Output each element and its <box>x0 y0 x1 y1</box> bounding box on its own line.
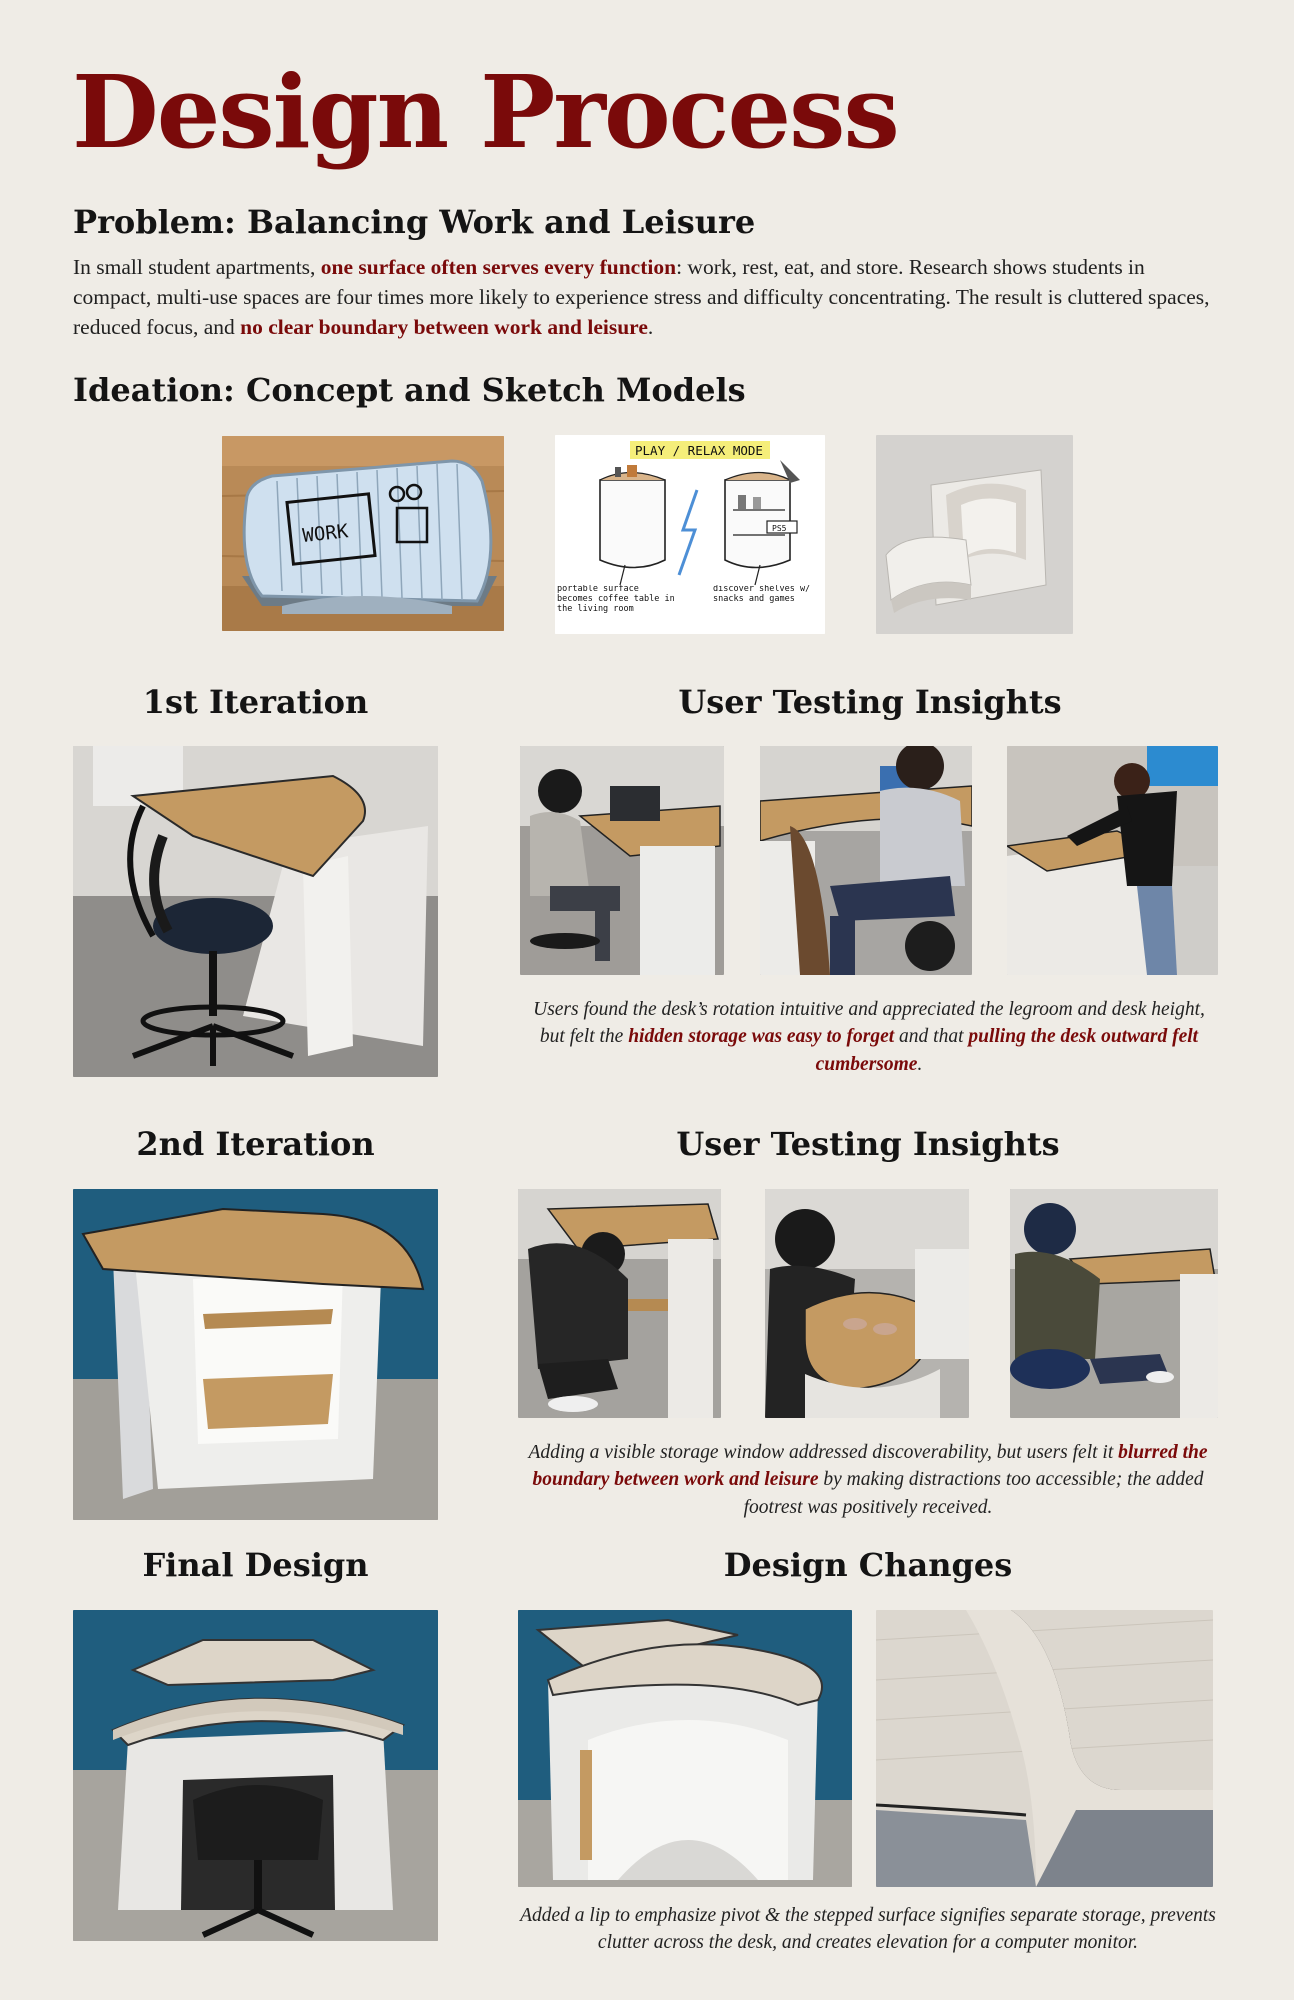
iteration-1-test-photo-3 <box>1007 746 1218 975</box>
problem-heading: Problem: Balancing Work and Leisure <box>73 203 756 241</box>
caption-text: . <box>917 1053 923 1075</box>
iteration-2-caption <box>518 1439 1218 1521</box>
caption-highlight: blurred the boundary between work and leisure <box>532 1442 1208 1491</box>
problem-text: . <box>647 315 654 340</box>
sketch-title: PLAY / RELAX MODE <box>635 443 763 458</box>
final-caption: Added a lip to emphasize pivot & the stepped surface signifies separate storage, prevents clutter across the desk, and creates elevation for a computer monitor. <box>520 1905 1216 1954</box>
caption-text: Adding a visible storage window addressed discoverability, but users felt it <box>528 1442 1119 1463</box>
iteration-1-caption <box>520 996 1218 1078</box>
sketch-box-label: PS5 <box>772 524 787 533</box>
play-relax-mode-sketch <box>555 435 825 634</box>
final-design-heading: Final Design <box>142 1546 369 1584</box>
iteration-2-desk-photo <box>73 1189 438 1520</box>
caption-text: Users found the desk’s rotation intuitive and appreciated the legroom and desk height, but felt the <box>533 999 1205 1048</box>
sketch-note-right: discover shelves w/ snacks and games <box>713 585 811 604</box>
foam-concept-model-photo <box>222 436 504 631</box>
sketch-note-left: portable surface becomes coffee table in the living room <box>557 585 675 614</box>
caption-highlight: pulling the desk outward felt cumbersome <box>815 1026 1199 1075</box>
problem-text: In small student apartments, <box>73 255 321 279</box>
iteration-2-heading: 2nd Iteration <box>136 1125 375 1163</box>
iteration-2-test-photo-3 <box>1010 1189 1218 1418</box>
problem-paragraph <box>73 252 1223 342</box>
foam-model-label: WORK <box>301 520 350 547</box>
design-changes-heading: Design Changes <box>723 1546 1013 1584</box>
iteration-2-test-photo-1 <box>518 1189 721 1418</box>
problem-highlight: no clear boundary between work and leisure <box>240 315 648 340</box>
design-changes-photo-stepped-surface <box>518 1610 852 1887</box>
problem-highlight: one surface often serves every function <box>320 255 677 279</box>
caption-text: and that <box>894 1026 969 1048</box>
iteration-1-test-photo-1 <box>520 746 724 975</box>
page-title: Design Process <box>72 53 898 171</box>
iteration-2-test-photo-2 <box>765 1189 969 1418</box>
caption-highlight: hidden storage was easy to forget <box>628 1026 895 1048</box>
final-design-photo <box>73 1610 438 1941</box>
iteration-1-desk-photo <box>73 746 438 1077</box>
iteration-1-test-photo-2 <box>760 746 972 975</box>
ideation-heading: Ideation: Concept and Sketch Models <box>73 371 746 409</box>
design-changes-photo-lip-detail <box>876 1610 1213 1887</box>
iteration-1-heading: 1st Iteration <box>142 683 369 721</box>
3d-printed-model-photo <box>876 435 1073 634</box>
iteration-1-insights-heading: User Testing Insights <box>678 683 1062 721</box>
iteration-2-insights-heading: User Testing Insights <box>676 1125 1060 1163</box>
caption-text: by making distractions too accessible; the added footrest was positively received. <box>743 1469 1204 1518</box>
problem-text: : work, rest, eat, and store. Research shows students in compact, multi-use spaces are four times more likely to experience stress and difficulty concentrating. The result is cluttered spaces, reduced focus, and <box>73 255 1210 340</box>
